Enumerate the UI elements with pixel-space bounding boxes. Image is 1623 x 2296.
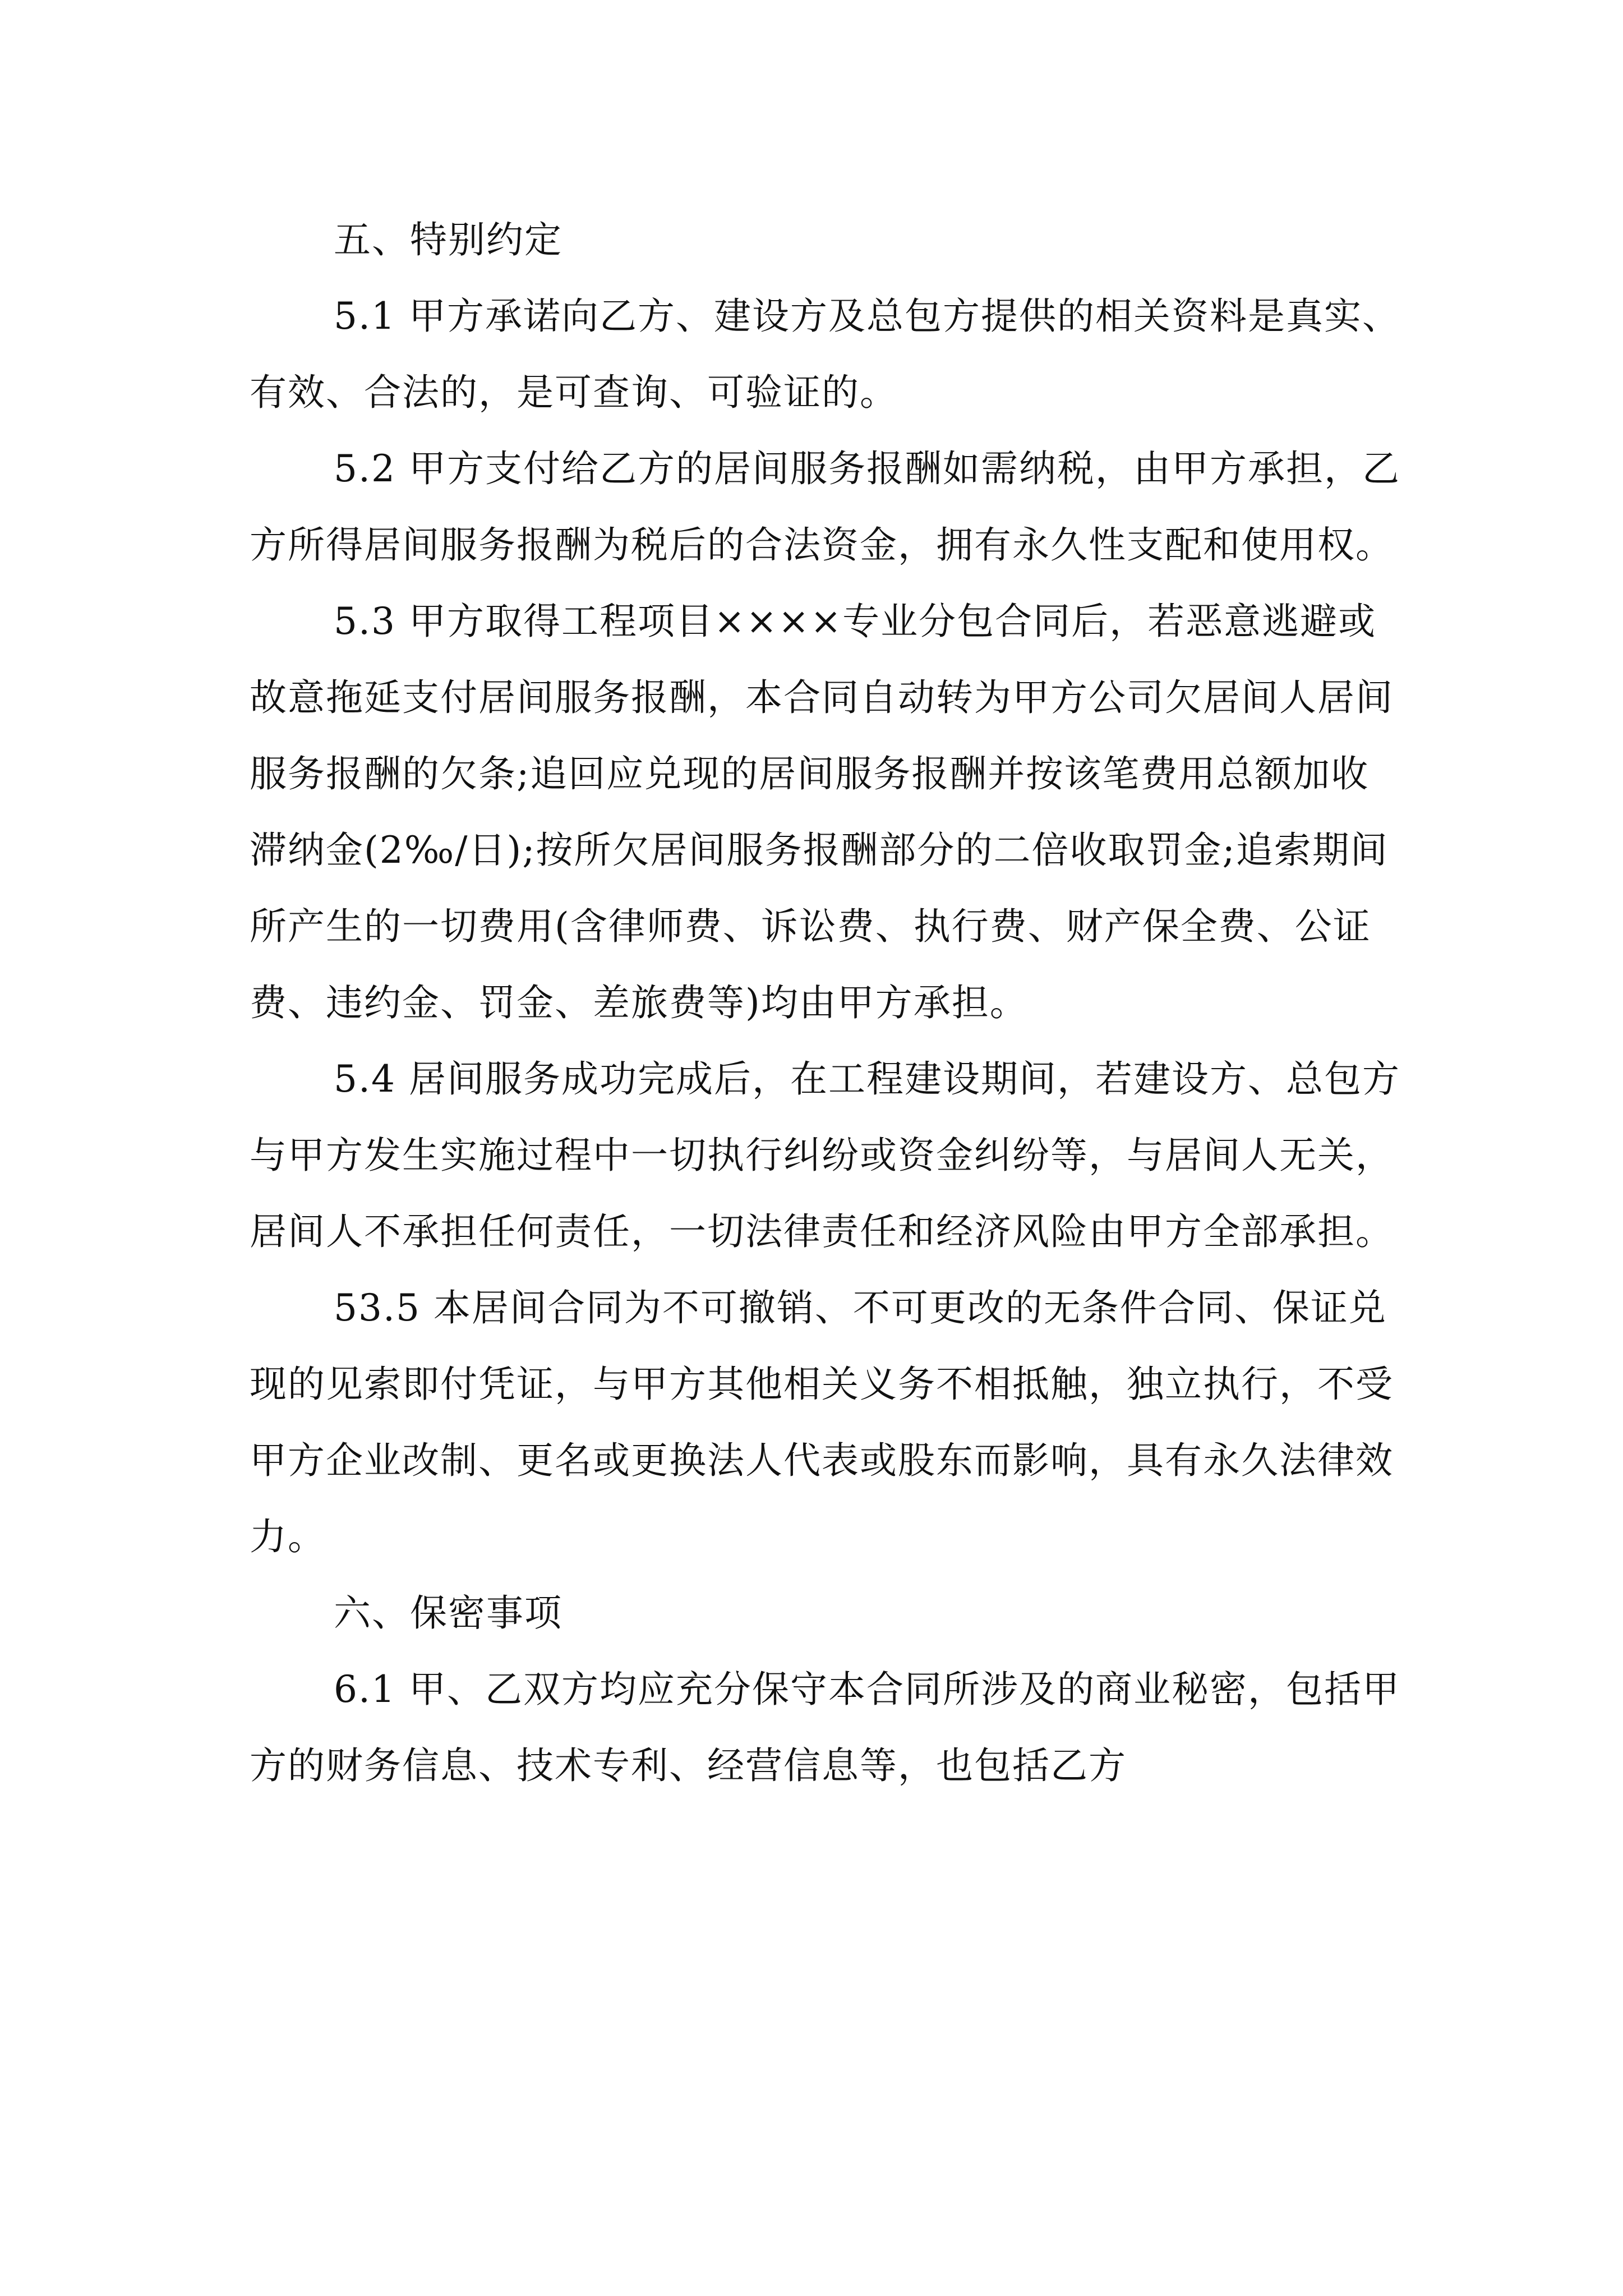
clause-5-3: 5.3 甲方取得工程项目××××专业分包合同后，若恶意逃避或故意拖延支付居间服务报酬，本合同自动转为甲方公司欠居间人居间服务报酬的欠条;追回应兑现的居间服务报酬并按该笔费用总额加收滞纳金(2‰/日);按所欠居间服务报酬部分的二倍收取罚金;追索期间所产生的一切费用(含律师费、诉讼费、执行费、财产保全费、公证费、违约金、罚金、差旅费等)均由甲方承担。 bbox=[250, 600, 1394, 1024]
clause-5-1: 5.1 甲方承诺向乙方、建设方及总包方提供的相关资料是真实、有效、合法的，是可查询、可验证的。 bbox=[250, 295, 1400, 414]
clause-5-4: 5.4 居间服务成功完成后，在工程建设期间，若建设方、总包方与甲方发生实施过程中一切执行纠纷或资金纠纷等，与居间人无关，居间人不承担任何责任，一切法律责任和经济风险由甲方全部承担。 bbox=[250, 1057, 1400, 1253]
document-body bbox=[250, 202, 1402, 1804]
section-5-heading: 五、特别约定 bbox=[334, 218, 562, 261]
clause-5-2: 5.2 甲方支付给乙方的居间服务报酬如需纳税，由甲方承担，乙方所得居间服务报酬为税后的合法资金，拥有永久性支配和使用权。 bbox=[250, 447, 1400, 567]
clause-5-5: 53.5 本居间合同为不可撤销、不可更改的无条件合同、保证兑现的见索即付凭证，与甲方其他相关义务不相抵触，独立执行，不受甲方企业改制、更名或更换法人代表或股东而影响，具有永久法律效力。 bbox=[250, 1286, 1394, 1558]
section-6-heading: 六、保密事项 bbox=[334, 1591, 562, 1635]
clause-6-1: 6.1 甲、乙双方均应充分保守本合同所涉及的商业秘密，包括甲方的财务信息、技术专利、经营信息等，也包括乙方 bbox=[250, 1668, 1400, 1787]
